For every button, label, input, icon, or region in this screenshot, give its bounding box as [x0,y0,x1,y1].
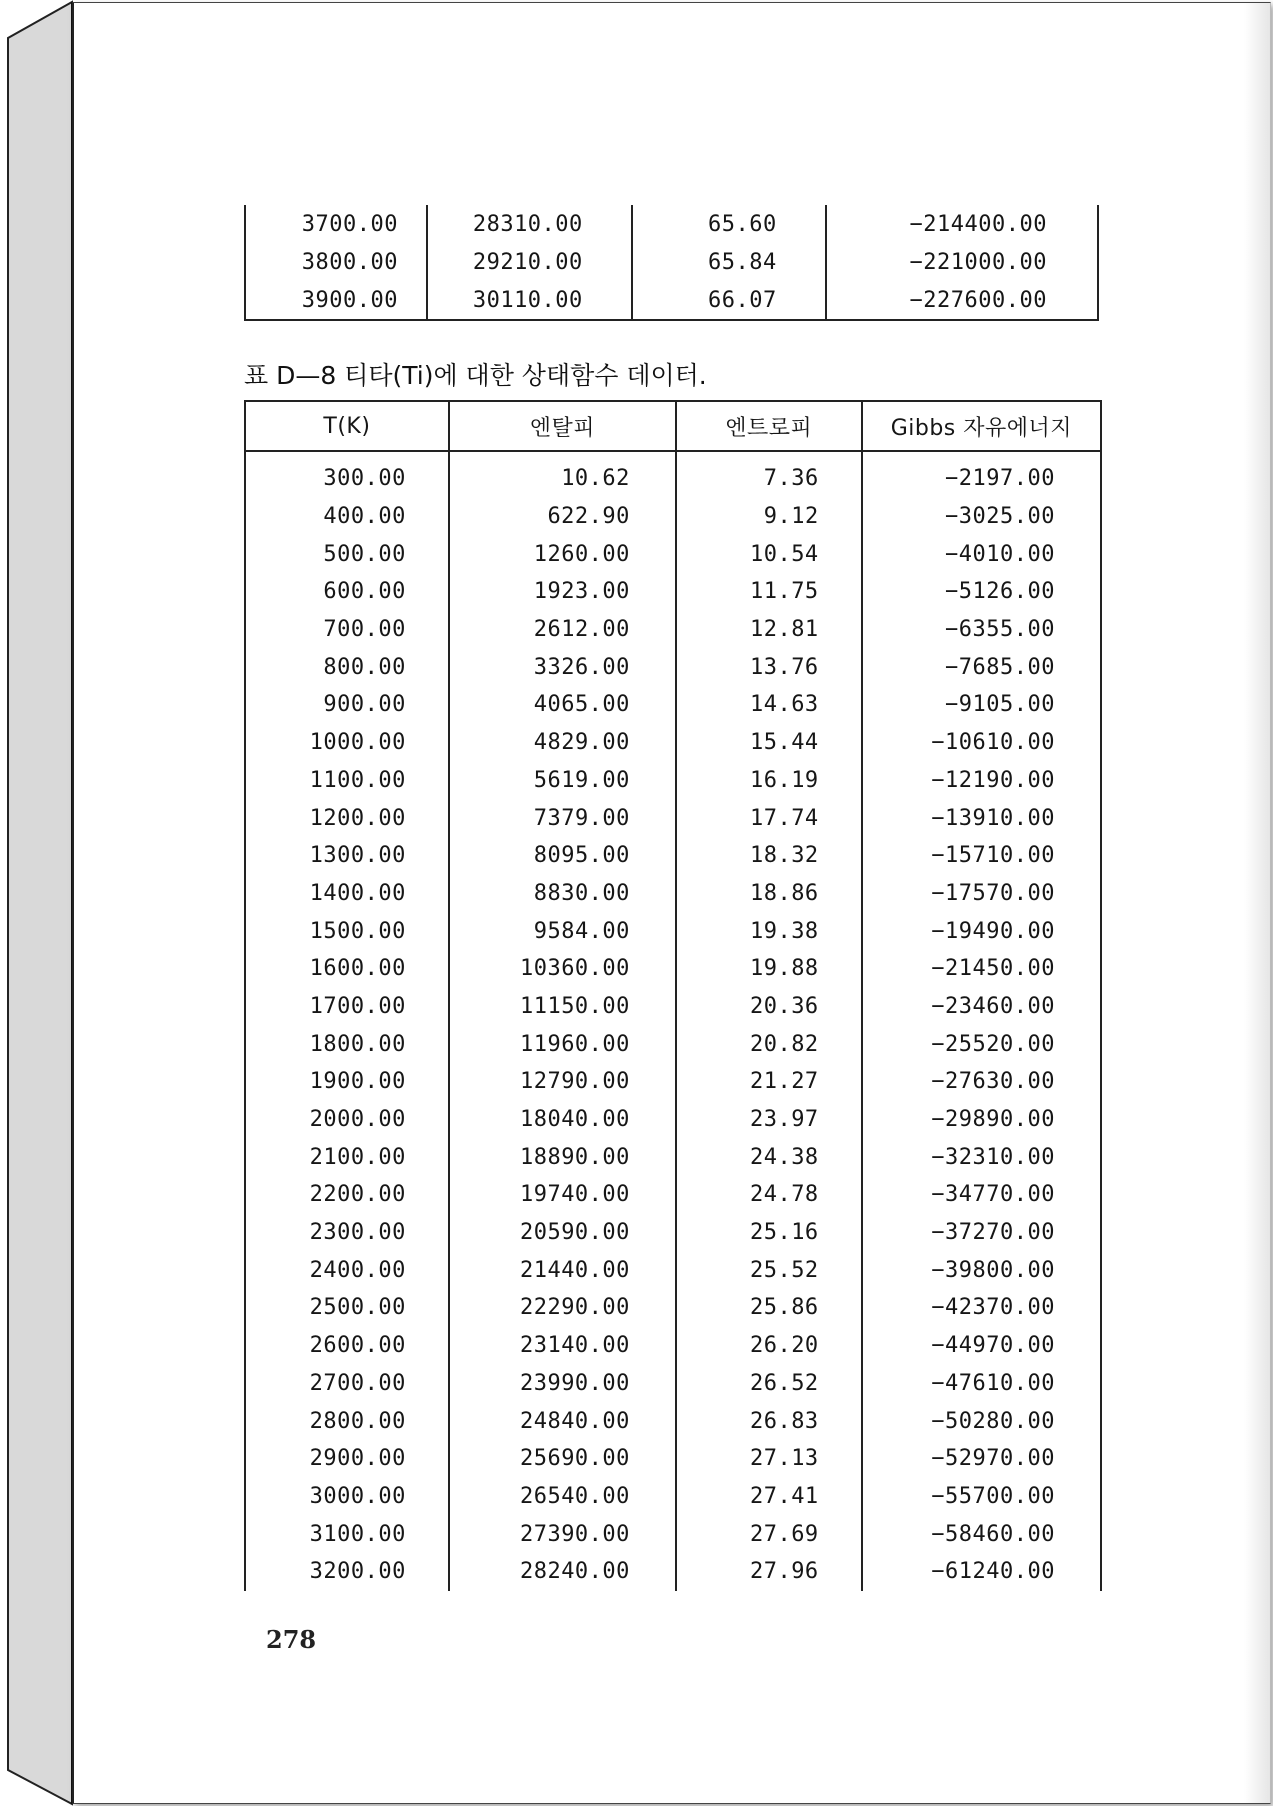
entropy-cell: 25.86 [676,1289,862,1327]
gibbs-energy-cell: −19490.00 [862,912,1101,950]
entropy-cell: 65.60 [632,205,826,243]
entropy-cell: 26.83 [676,1402,862,1440]
enthalpy-cell: 27390.00 [449,1515,676,1553]
temperature-cell: 1500.00 [309,918,406,944]
temperature-cell: 2200.00 [309,1182,406,1208]
entropy-cell: 7.36 [676,451,862,498]
table-row [245,451,1101,498]
temperature-cell: 2900.00 [309,1446,406,1472]
entropy-cell: 65.84 [632,243,826,281]
entropy-cell: 9.12 [676,498,862,536]
table-row [245,762,1101,800]
table-row [245,950,1101,988]
gibbs-energy-cell: −15710.00 [862,837,1101,875]
temperature-cell: 2400.00 [309,1257,406,1283]
entropy-cell: 21.27 [676,1063,862,1101]
temperature-cell: 1900.00 [309,1069,406,1095]
enthalpy-cell: 22290.00 [449,1289,676,1327]
table-row [245,1138,1101,1176]
enthalpy-cell: 8095.00 [449,837,676,875]
temperature-cell: 1400.00 [309,880,406,906]
table-row [245,1176,1101,1214]
entropy-cell: 20.82 [676,1025,862,1063]
header-gibbs-free-energy: Gibbs 자유에너지 [862,401,1101,451]
gibbs-energy-cell: −25520.00 [862,1025,1101,1063]
gibbs-energy-cell: −23460.00 [862,988,1101,1026]
enthalpy-cell: 19740.00 [449,1176,676,1214]
gibbs-energy-cell: −6355.00 [862,611,1101,649]
entropy-cell: 27.96 [676,1553,862,1591]
page-edge-shade [1244,3,1270,1803]
page-number: 278 [266,1625,317,1654]
table-row [245,281,1098,320]
titanium-state-function-table [244,400,1102,1591]
temperature-cell: 2300.00 [309,1220,406,1246]
entropy-cell: 11.75 [676,573,862,611]
table-row [245,837,1101,875]
entropy-cell: 18.32 [676,837,862,875]
table-row [245,1402,1101,1440]
temperature-cell: 3900.00 [301,287,398,313]
table-row [245,1289,1101,1327]
table-row [245,1251,1101,1289]
table-row [245,686,1101,724]
gibbs-energy-cell: −21450.00 [862,950,1101,988]
temperature-cell: 1300.00 [309,843,406,869]
table-row [245,573,1101,611]
gibbs-energy-cell: −37270.00 [862,1214,1101,1252]
enthalpy-cell: 18890.00 [449,1138,676,1176]
entropy-cell: 66.07 [632,281,826,320]
entropy-cell: 12.81 [676,611,862,649]
gibbs-energy-cell: −29890.00 [862,1101,1101,1139]
gibbs-energy-cell: −39800.00 [862,1251,1101,1289]
gibbs-energy-cell: −7685.00 [862,648,1101,686]
table-row [245,498,1101,536]
temperature-cell: 600.00 [323,579,406,605]
enthalpy-cell: 9584.00 [449,912,676,950]
enthalpy-cell: 28310.00 [427,205,632,243]
gibbs-energy-cell: −27630.00 [862,1063,1101,1101]
gibbs-energy-cell: −227600.00 [826,281,1098,320]
enthalpy-cell: 23140.00 [449,1327,676,1365]
enthalpy-cell: 11150.00 [449,988,676,1026]
entropy-cell: 27.41 [676,1478,862,1516]
enthalpy-cell: 21440.00 [449,1251,676,1289]
enthalpy-cell: 8830.00 [449,875,676,913]
header-enthalpy: 엔탈피 [449,401,676,451]
enthalpy-cell: 26540.00 [449,1478,676,1516]
enthalpy-cell: 12790.00 [449,1063,676,1101]
table-row [245,205,1098,243]
entropy-cell: 27.13 [676,1440,862,1478]
gibbs-energy-cell: −61240.00 [862,1553,1101,1591]
enthalpy-cell: 5619.00 [449,762,676,800]
temperature-cell: 2600.00 [309,1333,406,1359]
entropy-cell: 24.78 [676,1176,862,1214]
enthalpy-cell: 11960.00 [449,1025,676,1063]
table-row [245,799,1101,837]
gibbs-energy-cell: −13910.00 [862,799,1101,837]
gibbs-energy-cell: −32310.00 [862,1138,1101,1176]
temperature-cell: 2000.00 [309,1107,406,1133]
enthalpy-cell: 1260.00 [449,535,676,573]
enthalpy-cell: 4065.00 [449,686,676,724]
header-entropy: 엔트로피 [676,401,862,451]
table-header-row [245,401,1101,451]
enthalpy-cell: 25690.00 [449,1440,676,1478]
gibbs-energy-cell: −4010.00 [862,535,1101,573]
gibbs-energy-cell: −9105.00 [862,686,1101,724]
gibbs-energy-cell: −47610.00 [862,1365,1101,1403]
temperature-cell: 3200.00 [309,1559,406,1585]
table-row [245,1063,1101,1101]
enthalpy-cell: 2612.00 [449,611,676,649]
enthalpy-cell: 28240.00 [449,1553,676,1591]
temperature-cell: 1800.00 [309,1031,406,1057]
enthalpy-cell: 4829.00 [449,724,676,762]
entropy-cell: 19.38 [676,912,862,950]
temperature-cell: 1000.00 [309,730,406,756]
entropy-cell: 10.54 [676,535,862,573]
table-row [245,648,1101,686]
header-temperature: T(K) [245,401,449,451]
temperature-cell: 800.00 [323,654,406,680]
table-row [245,724,1101,762]
entropy-cell: 19.88 [676,950,862,988]
temperature-cell: 1600.00 [309,956,406,982]
enthalpy-cell: 24840.00 [449,1402,676,1440]
entropy-cell: 24.38 [676,1138,862,1176]
continued-table [244,205,1099,321]
entropy-cell: 25.16 [676,1214,862,1252]
enthalpy-cell: 23990.00 [449,1365,676,1403]
table-row [245,1553,1101,1591]
gibbs-energy-cell: −221000.00 [826,243,1098,281]
gibbs-energy-cell: −42370.00 [862,1289,1101,1327]
gibbs-energy-cell: −3025.00 [862,498,1101,536]
table-row [245,1214,1101,1252]
entropy-cell: 23.97 [676,1101,862,1139]
entropy-cell: 20.36 [676,988,862,1026]
temperature-cell: 2700.00 [309,1370,406,1396]
entropy-cell: 25.52 [676,1251,862,1289]
entropy-cell: 13.76 [676,648,862,686]
gibbs-energy-cell: −44970.00 [862,1327,1101,1365]
table-row [245,1025,1101,1063]
gibbs-energy-cell: −58460.00 [862,1515,1101,1553]
entropy-cell: 26.20 [676,1327,862,1365]
entropy-cell: 18.86 [676,875,862,913]
gibbs-energy-cell: −5126.00 [862,573,1101,611]
temperature-cell: 700.00 [323,617,406,643]
temperature-cell: 300.00 [323,466,406,492]
gibbs-energy-cell: −50280.00 [862,1402,1101,1440]
enthalpy-cell: 10.62 [449,451,676,498]
entropy-cell: 27.69 [676,1515,862,1553]
entropy-cell: 17.74 [676,799,862,837]
gibbs-energy-cell: −55700.00 [862,1478,1101,1516]
enthalpy-cell: 622.90 [449,498,676,536]
table-caption: 표 D—8 티타(Ti)에 대한 상태함수 데이터. [244,361,707,390]
enthalpy-cell: 30110.00 [427,281,632,320]
temperature-cell: 3100.00 [309,1521,406,1547]
gibbs-energy-cell: −52970.00 [862,1440,1101,1478]
table-row [245,611,1101,649]
gibbs-energy-cell: −214400.00 [826,205,1098,243]
temperature-cell: 1200.00 [309,805,406,831]
temperature-cell: 3700.00 [301,211,398,237]
temperature-cell: 3000.00 [309,1483,406,1509]
gibbs-energy-cell: −10610.00 [862,724,1101,762]
temperature-cell: 500.00 [323,541,406,567]
table-row [245,243,1098,281]
table-row [245,1515,1101,1553]
table-row [245,1327,1101,1365]
temperature-cell: 2500.00 [309,1295,406,1321]
enthalpy-cell: 10360.00 [449,950,676,988]
entropy-cell: 26.52 [676,1365,862,1403]
enthalpy-cell: 3326.00 [449,648,676,686]
temperature-cell: 400.00 [323,504,406,530]
entropy-cell: 16.19 [676,762,862,800]
temperature-cell: 3800.00 [301,249,398,275]
gibbs-energy-cell: −12190.00 [862,762,1101,800]
entropy-cell: 14.63 [676,686,862,724]
table-row [245,875,1101,913]
table-row [245,1101,1101,1139]
enthalpy-cell: 1923.00 [449,573,676,611]
temperature-cell: 900.00 [323,692,406,718]
table-row [245,535,1101,573]
temperature-cell: 1700.00 [309,993,406,1019]
temperature-cell: 2100.00 [309,1144,406,1170]
gibbs-energy-cell: −17570.00 [862,875,1101,913]
enthalpy-cell: 7379.00 [449,799,676,837]
temperature-cell: 2800.00 [309,1408,406,1434]
enthalpy-cell: 18040.00 [449,1101,676,1139]
enthalpy-cell: 20590.00 [449,1214,676,1252]
gibbs-energy-cell: −34770.00 [862,1176,1101,1214]
table-row [245,1478,1101,1516]
gibbs-energy-cell: −2197.00 [862,451,1101,498]
table-row [245,912,1101,950]
table-row [245,1440,1101,1478]
table-row [245,1365,1101,1403]
entropy-cell: 15.44 [676,724,862,762]
table-row [245,988,1101,1026]
temperature-cell: 1100.00 [309,767,406,793]
enthalpy-cell: 29210.00 [427,243,632,281]
